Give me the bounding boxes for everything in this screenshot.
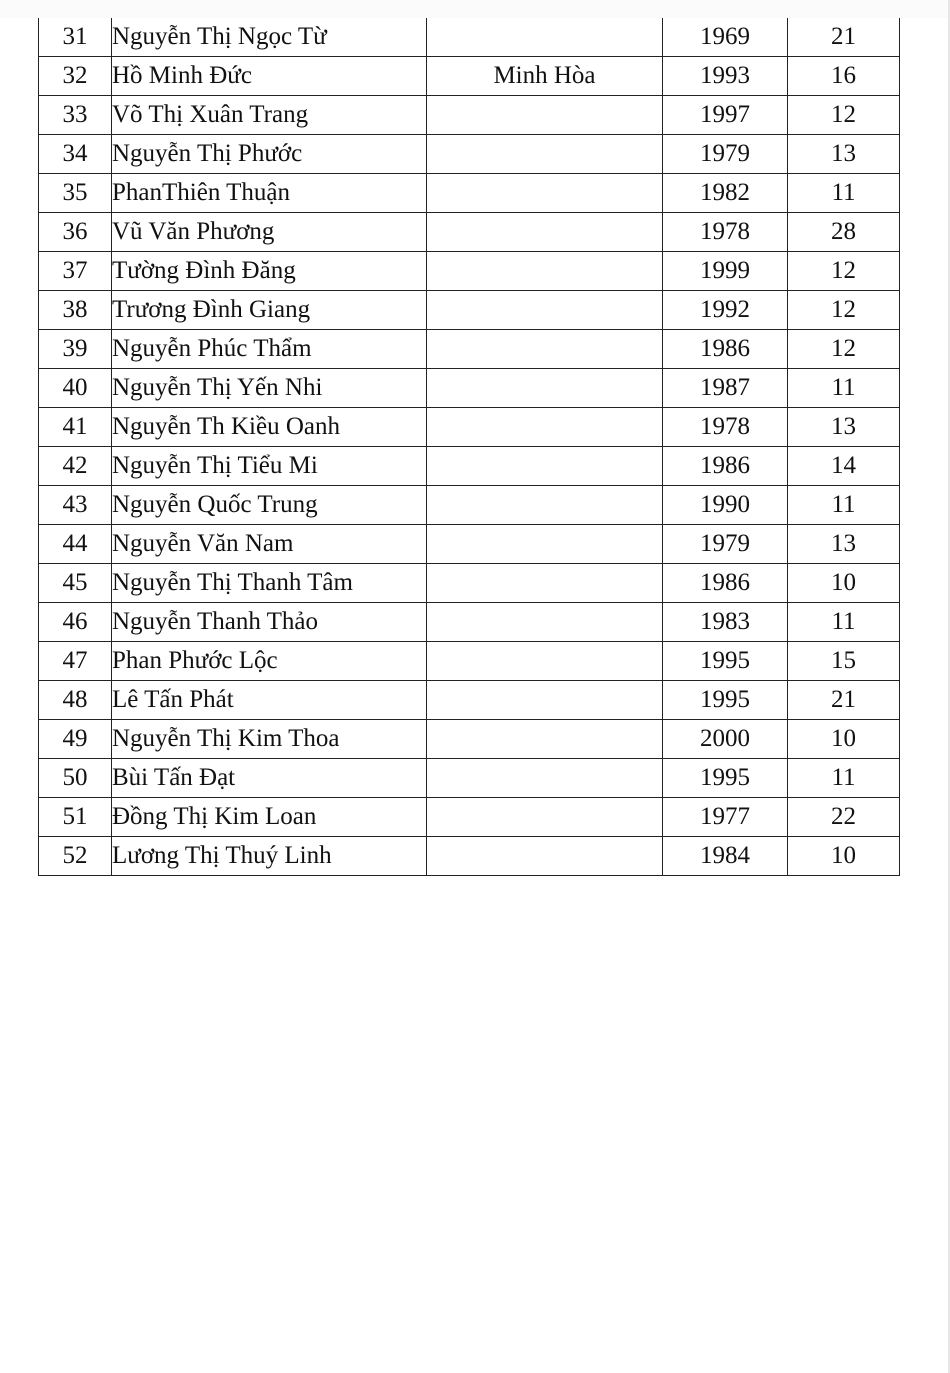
unit-cell	[427, 135, 663, 174]
value-cell: 21	[788, 18, 900, 57]
name-cell: PhanThiên Thuận	[112, 174, 427, 213]
row-number-cell: 42	[39, 447, 112, 486]
unit-cell	[427, 291, 663, 330]
row-number-cell: 38	[39, 291, 112, 330]
row-number-cell: 34	[39, 135, 112, 174]
name-cell: Tường Đình Đăng	[112, 252, 427, 291]
row-number-cell: 44	[39, 525, 112, 564]
unit-cell	[427, 252, 663, 291]
table-row	[39, 252, 900, 291]
value-cell: 12	[788, 291, 900, 330]
name-cell: Lương Thị Thuý Linh	[112, 837, 427, 876]
birth-year-cell: 1986	[663, 330, 788, 369]
birth-year-cell: 2000	[663, 720, 788, 759]
name-cell: Nguyễn Thị Kim Thoa	[112, 720, 427, 759]
table-row	[39, 486, 900, 525]
value-cell: 13	[788, 408, 900, 447]
birth-year-cell: 1977	[663, 798, 788, 837]
people-table	[38, 18, 900, 876]
value-cell: 13	[788, 525, 900, 564]
name-cell: Trương Đình Giang	[112, 291, 427, 330]
table-row	[39, 57, 900, 96]
name-cell: Nguyễn Văn Nam	[112, 525, 427, 564]
unit-cell	[427, 642, 663, 681]
row-number-cell: 33	[39, 96, 112, 135]
unit-cell	[427, 330, 663, 369]
birth-year-cell: 1986	[663, 447, 788, 486]
birth-year-cell: 1987	[663, 369, 788, 408]
name-cell: Nguyễn Thị Ngọc Từ	[112, 18, 427, 57]
birth-year-cell: 1978	[663, 213, 788, 252]
birth-year-cell: 1982	[663, 174, 788, 213]
value-cell: 12	[788, 252, 900, 291]
unit-cell	[427, 213, 663, 252]
table-row	[39, 681, 900, 720]
row-number-cell: 50	[39, 759, 112, 798]
value-cell: 15	[788, 642, 900, 681]
value-cell: 21	[788, 681, 900, 720]
birth-year-cell: 1993	[663, 57, 788, 96]
row-number-cell: 48	[39, 681, 112, 720]
row-number-cell: 35	[39, 174, 112, 213]
row-number-cell: 45	[39, 564, 112, 603]
unit-cell	[427, 798, 663, 837]
birth-year-cell: 1995	[663, 759, 788, 798]
birth-year-cell: 1979	[663, 135, 788, 174]
name-cell: Hồ Minh Đức	[112, 57, 427, 96]
table-row	[39, 135, 900, 174]
row-number-cell: 31	[39, 18, 112, 57]
birth-year-cell: 1978	[663, 408, 788, 447]
name-cell: Vũ Văn Phương	[112, 213, 427, 252]
table-row	[39, 525, 900, 564]
unit-cell	[427, 447, 663, 486]
top-stripe	[0, 0, 950, 18]
value-cell: 22	[788, 798, 900, 837]
table-row	[39, 798, 900, 837]
row-number-cell: 43	[39, 486, 112, 525]
table-row	[39, 642, 900, 681]
table-row	[39, 837, 900, 876]
birth-year-cell: 1983	[663, 603, 788, 642]
table-row	[39, 18, 900, 57]
birth-year-cell: 1999	[663, 252, 788, 291]
name-cell: Phan Phước Lộc	[112, 642, 427, 681]
name-cell: Nguyễn Thị Tiểu Mi	[112, 447, 427, 486]
name-cell: Nguyễn Th Kiều Oanh	[112, 408, 427, 447]
value-cell: 10	[788, 564, 900, 603]
table-row	[39, 408, 900, 447]
unit-cell	[427, 603, 663, 642]
name-cell: Nguyễn Phúc Thẩm	[112, 330, 427, 369]
unit-cell	[427, 525, 663, 564]
birth-year-cell: 1990	[663, 486, 788, 525]
row-number-cell: 52	[39, 837, 112, 876]
name-cell: Nguyễn Thị Phước	[112, 135, 427, 174]
unit-cell	[427, 96, 663, 135]
table-row	[39, 447, 900, 486]
row-number-cell: 36	[39, 213, 112, 252]
table-body	[39, 18, 900, 876]
unit-cell	[427, 564, 663, 603]
name-cell: Võ Thị Xuân Trang	[112, 96, 427, 135]
table-row	[39, 213, 900, 252]
unit-cell	[427, 174, 663, 213]
value-cell: 10	[788, 837, 900, 876]
value-cell: 13	[788, 135, 900, 174]
row-number-cell: 51	[39, 798, 112, 837]
row-number-cell: 40	[39, 369, 112, 408]
row-number-cell: 49	[39, 720, 112, 759]
name-cell: Đồng Thị Kim Loan	[112, 798, 427, 837]
name-cell: Nguyễn Quốc Trung	[112, 486, 427, 525]
name-cell: Nguyễn Thanh Thảo	[112, 603, 427, 642]
name-cell: Bùi Tấn Đạt	[112, 759, 427, 798]
birth-year-cell: 1992	[663, 291, 788, 330]
value-cell: 14	[788, 447, 900, 486]
value-cell: 11	[788, 603, 900, 642]
row-number-cell: 41	[39, 408, 112, 447]
unit-cell: Minh Hòa	[427, 57, 663, 96]
row-number-cell: 46	[39, 603, 112, 642]
row-number-cell: 39	[39, 330, 112, 369]
table-row	[39, 369, 900, 408]
row-number-cell: 32	[39, 57, 112, 96]
table-row	[39, 330, 900, 369]
table-row	[39, 174, 900, 213]
unit-cell	[427, 408, 663, 447]
value-cell: 11	[788, 174, 900, 213]
value-cell: 12	[788, 96, 900, 135]
birth-year-cell: 1984	[663, 837, 788, 876]
table-row	[39, 564, 900, 603]
row-number-cell: 37	[39, 252, 112, 291]
unit-cell	[427, 486, 663, 525]
row-number-cell: 47	[39, 642, 112, 681]
name-cell: Nguyễn Thị Thanh Tâm	[112, 564, 427, 603]
birth-year-cell: 1969	[663, 18, 788, 57]
unit-cell	[427, 681, 663, 720]
unit-cell	[427, 720, 663, 759]
unit-cell	[427, 18, 663, 57]
value-cell: 16	[788, 57, 900, 96]
table-row	[39, 720, 900, 759]
table-row	[39, 603, 900, 642]
table-row	[39, 96, 900, 135]
name-cell: Lê Tấn Phát	[112, 681, 427, 720]
unit-cell	[427, 759, 663, 798]
birth-year-cell: 1997	[663, 96, 788, 135]
birth-year-cell: 1995	[663, 642, 788, 681]
birth-year-cell: 1995	[663, 681, 788, 720]
value-cell: 11	[788, 486, 900, 525]
value-cell: 11	[788, 369, 900, 408]
table-row	[39, 759, 900, 798]
unit-cell	[427, 369, 663, 408]
table-row	[39, 291, 900, 330]
birth-year-cell: 1986	[663, 564, 788, 603]
unit-cell	[427, 837, 663, 876]
value-cell: 12	[788, 330, 900, 369]
value-cell: 28	[788, 213, 900, 252]
name-cell: Nguyễn Thị Yến Nhi	[112, 369, 427, 408]
value-cell: 11	[788, 759, 900, 798]
value-cell: 10	[788, 720, 900, 759]
birth-year-cell: 1979	[663, 525, 788, 564]
